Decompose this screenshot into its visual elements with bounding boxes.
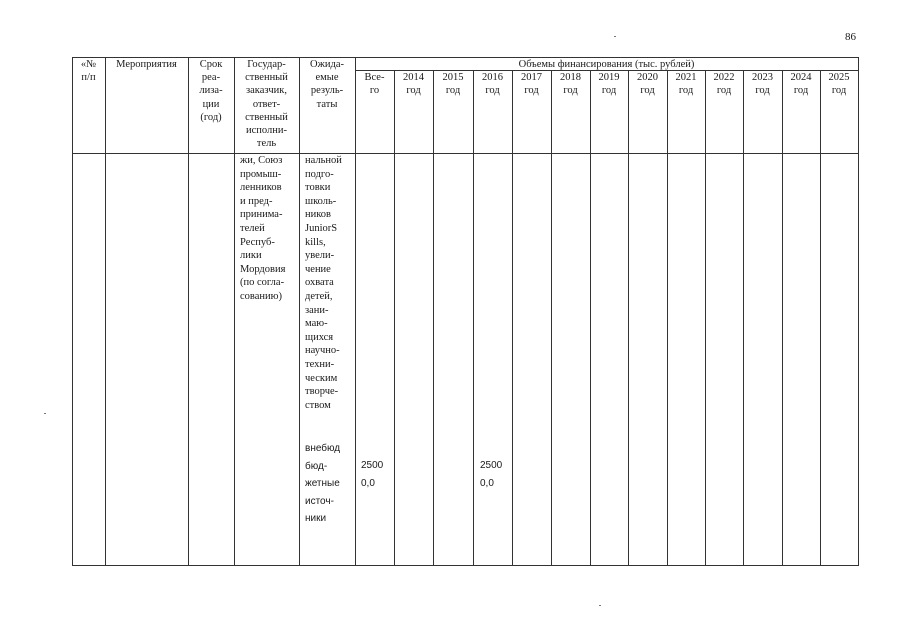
funding-source-cell: внебюд бюд- жетные источ- ники — [305, 443, 341, 524]
table-bottom-border — [72, 565, 859, 566]
results-cell: нальной подго- товки школь- ников JuniorS kills, увели- чение охвата детей, зани- маю- щихся научно- техни- ческим творче- ством — [305, 155, 342, 411]
header-year: 2023 год — [752, 72, 773, 97]
column-border — [667, 70, 668, 566]
header-term: Срок реа- лиза- ции (год) — [199, 59, 223, 123]
scan-speck — [599, 605, 601, 606]
header-year: 2017 год — [521, 72, 542, 97]
header-customer: Государ- ственный заказчик, ответ- ственный исполни- тель — [245, 59, 288, 150]
column-border — [355, 57, 356, 566]
column-border — [705, 70, 706, 566]
header-funding-title: Объемы финансирования (тыс. рублей) — [518, 59, 695, 70]
column-border — [858, 57, 859, 566]
header-year: 2022 год — [713, 72, 735, 97]
header-year: 2021 год — [675, 72, 697, 97]
header-total: Все- го — [364, 72, 385, 97]
header-year: 2024 год — [790, 72, 812, 97]
column-border — [551, 70, 552, 566]
header-year: 2018 год — [560, 72, 581, 97]
column-border — [590, 70, 591, 566]
column-border — [473, 70, 474, 566]
column-border — [433, 70, 434, 566]
value-2016-cell: 2500 0,0 — [480, 460, 503, 489]
page-number: 86 — [845, 31, 856, 43]
header-year: 2014 год — [403, 72, 424, 97]
table-header-bottom-border — [72, 153, 859, 154]
header-results: Ожида- емые резуль- таты — [310, 59, 344, 110]
scan-speck — [614, 36, 616, 37]
header-year: 2025 год — [828, 72, 850, 97]
header-measures: Мероприятия — [116, 59, 177, 70]
column-border — [299, 57, 300, 566]
header-year: 2019 год — [598, 72, 620, 97]
header-year: 2015 год — [442, 72, 464, 97]
header-number: «№ п/п — [80, 59, 97, 84]
column-border — [188, 57, 189, 566]
column-border — [394, 70, 395, 566]
column-border — [743, 70, 744, 566]
column-border — [782, 70, 783, 566]
customer-cell: жи, Союз промыш- ленников и пред- принима- телей Респуб- лики Мордовия (по согла- сованию) — [240, 155, 286, 302]
scan-speck — [44, 413, 46, 414]
column-border — [72, 57, 73, 566]
column-border — [628, 70, 629, 566]
column-border — [105, 57, 106, 566]
total-value-cell: 2500 0,0 — [361, 460, 384, 489]
column-border — [820, 70, 821, 566]
header-year: 2016 год — [482, 72, 503, 97]
header-year: 2020 год — [637, 72, 658, 97]
column-border — [512, 70, 513, 566]
